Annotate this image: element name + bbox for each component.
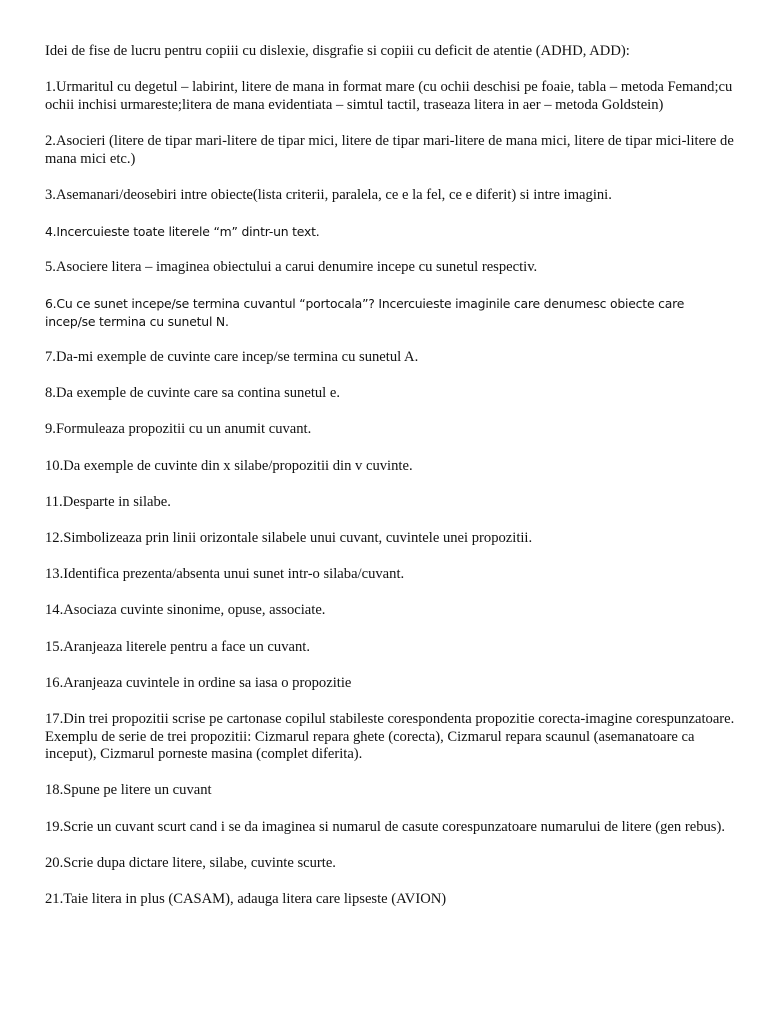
list-item: 9.Formuleaza propozitii cu un anumit cuvant. bbox=[45, 421, 312, 438]
list-item: 17.Din trei propozitii scrise pe cartonase copilul stabileste corespondenta propozitie corecta-imagine corespunzatoare. Exemplu de serie de trei propozitii: Cizmarul repara ghete (corecta), Cizmarul repara scaunul (asemanatoare ca inceput), Cizmarul porneste masina (complet diferita). bbox=[45, 710, 735, 763]
document-body bbox=[45, 43, 735, 927]
list-item: 4.Incercuieste toate literele “m” dintr-un text. bbox=[45, 223, 320, 239]
list-item: 19.Scrie un cuvant scurt cand i se da imaginea si numarul de casute corespunzatoare numarului de litere (gen rebus). bbox=[45, 818, 725, 835]
list-item: 13.Identifica prezenta/absenta unui sunet intr-o silaba/cuvant. bbox=[45, 566, 405, 583]
list-item: 12.Simbolizeaza prin linii orizontale silabele unui cuvant, cuvintele unei propozitii. bbox=[45, 530, 533, 547]
list-item: 15.Aranjeaza literele pentru a face un cuvant. bbox=[45, 638, 310, 655]
list-item: 18.Spune pe litere un cuvant bbox=[45, 782, 212, 799]
list-item: 14.Asociaza cuvinte sinonime, opuse, associate. bbox=[45, 602, 326, 619]
list-item: 21.Taie litera in plus (CASAM), adauga litera care lipseste (AVION) bbox=[45, 890, 447, 907]
list-item: 20.Scrie dupa dictare litere, silabe, cuvinte scurte. bbox=[45, 854, 336, 871]
list-item: 11.Desparte in silabe. bbox=[45, 493, 171, 510]
list-item: 5.Asociere litera – imaginea obiectului a carui denumire incepe cu sunetul respectiv. bbox=[45, 259, 538, 276]
list-item: 2.Asocieri (litere de tipar mari-litere de tipar mici, litere de tipar mari-litere de mana mici, litere de tipar mici-litere de mana mici etc.) bbox=[45, 132, 734, 167]
list-item: 10.Da exemple de cuvinte din x silabe/propozitii din v cuvinte. bbox=[45, 457, 413, 474]
document-intro: Idei de fise de lucru pentru copiii cu dislexie, disgrafie si copiii cu deficit de atentie (ADHD, ADD): bbox=[45, 43, 630, 59]
list-item: 8.Da exemple de cuvinte care sa contina sunetul e. bbox=[45, 385, 340, 402]
list-item: 7.Da-mi exemple de cuvinte care incep/se termina cu sunetul A. bbox=[45, 349, 419, 366]
list-item: 6.Cu ce sunet incepe/se termina cuvantul “portocala”? Incercuieste imaginile care denumesc obiecte care incep/se termina cu sunetul N. bbox=[45, 296, 685, 329]
list-item: 1.Urmaritul cu degetul – labirint, litere de mana in format mare (cu ochii deschisi pe foaie, tabla – metoda Femand;cu ochii inchisi urmareste;litera de mana evidentiata – simtul tactil, traseaza litera in aer – metoda Goldstein) bbox=[45, 79, 733, 113]
list-item: 16.Aranjeaza cuvintele in ordine sa iasa o propozitie bbox=[45, 674, 352, 691]
list-item: 3.Asemanari/deosebiri intre obiecte(lista criterii, paralela, ce e la fel, ce e diferit) si intre imagini. bbox=[45, 186, 612, 203]
